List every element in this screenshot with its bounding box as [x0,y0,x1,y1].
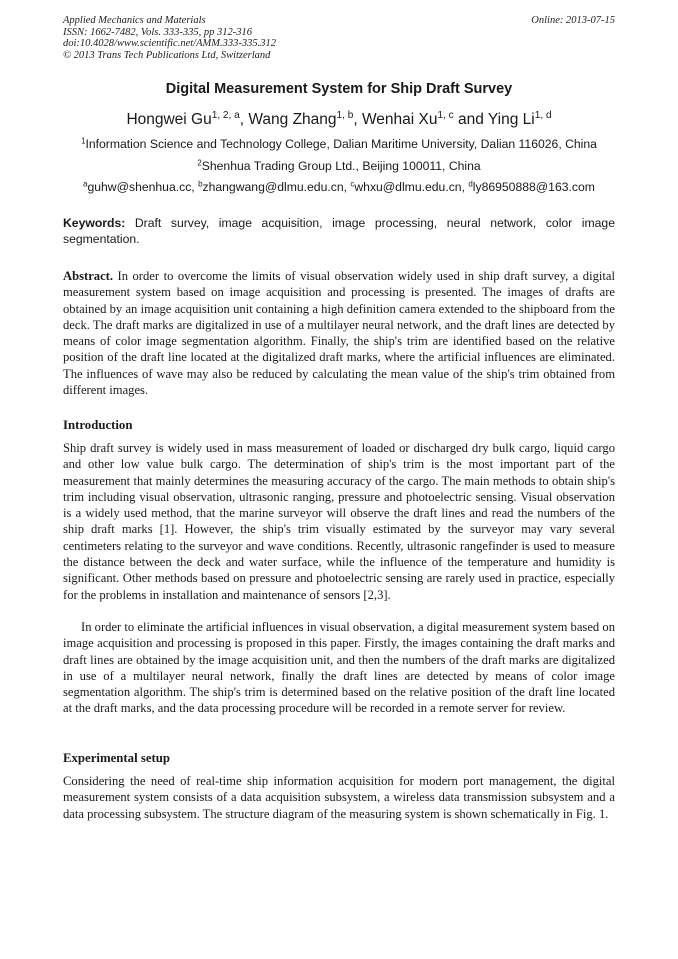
keywords-label: Keywords: [63,216,126,230]
journal-header [63,15,615,61]
experimental-setup-paragraph: Considering the need of real-time ship information acquisition for modern port management, the digital measurement system consists of a data acquisition subsystem, a wireless data transmission subsystem and a data processing subsystem. The structure diagram of the measuring system is shown schematically in Fig. 1. [63,774,615,821]
experimental-setup-heading: Experimental setup [63,751,170,765]
abstract-text: In order to overcome the limits of visual observation widely used in ship draft survey, a digital measurement system based on image acquisition and processing is presented. The images of drafts are obtained by an image acquisition unit containing a high definition camera extended to the shipboard from the deck. The draft marks are digitalized in use of a multilayer neural network, and the draft lines are detected by means of color image segmentation algorithm. Finally, the ship's trim are identified based on the relative position of the draft line located at the digitalized draft marks, where the artificial influences are eliminated. The influences of wave may also be reduced by calculating the mean value of the ship's trim obtained from different images. [63,269,615,398]
abstract-label: Abstract. [63,269,114,283]
copyright-line: © 2013 Trans Tech Publications Ltd, Switzerland [63,49,271,61]
email-mark: a [83,179,88,189]
author-name: Wenhai Xu [361,111,438,128]
email-mark: b [198,179,203,189]
issn-line: ISSN: 1662-7482, Vols. 333-335, pp 312-316 [63,26,252,38]
introduction-paragraph-1: Ship draft survey is widely used in mass measurement of loaded or discharged dry bulk cargo, liquid cargo and other low value bulk cargo. The determination of ship's trim is the most important part of the measurement that mainly determines the measuring accuracy of the cargo. The main methods to obtain ship's trim including visual observation, ultrasonic ranging, pressure and photoelectric sensing. Visual observation is a widely used method, that the marine surveyor will observe the draft lines and read the numbers of the ship draft marks [1]. However, the ship's trim visually estimated by the surveyor may vary several centimeters relating to the surveyor and wave conditions. Recently, ultrasonic rangefinder is used to measure the distance between the deck and water surface, while the influence of the temperature and humidity is significant. Other methods based on pressure and photoelectric sensing are rarely used in practice, especially for the problems in installation and maintenance of sensors [2,3]. [63,441,615,602]
email-mark: d [468,179,473,189]
email-mark: c [350,179,355,189]
affiliation-2 [0,159,678,173]
online-date: Online: 2013-07-15 [531,15,615,26]
keywords-text: Draft survey, image acquisition, image processing, neural network, color image segmentation. [63,216,615,246]
author-name: Hongwei Gu [126,111,212,128]
affiliation-mark: 2 [197,158,202,168]
introduction-paragraph-2: In order to eliminate the artificial influences in visual observation, a digital measurement system based on image acquisition and processing is proposed in this paper. Firstly, the images containing the draft marks and draft lines are obtained by the image acquisition unit, and then the numbers of the draft marks are digitalized in use of a multilayer neural network, finally the draft lines are detected by means of color image segmentation algorithm. The ship's trim is determined based on the relative position of the draft line located at the draft marks, and the data processing procedure will be recorded in a remote server for review. [63,620,615,716]
author-affiliation-mark: 1, b [336,109,354,121]
keywords-block [63,215,615,247]
journal-name: Applied Mechanics and Materials [63,15,206,26]
author-separator: and [453,111,488,128]
abstract-paragraph [63,268,615,398]
introduction-heading: Introduction [63,418,133,432]
author-emails [0,180,678,194]
author-name: Wang Zhang [248,111,337,128]
email-text: guhw@shenhua.cc, [87,180,199,194]
email-text: zhangwang@dlmu.edu.cn, [202,180,351,194]
author-affiliation-mark: 1, c [437,109,454,121]
author-affiliation-mark: 1, 2, a [211,109,240,121]
paper-title: Digital Measurement System for Ship Draft Survey [165,81,513,97]
author-affiliation-mark: 1, d [534,109,552,121]
doi-line: doi:10.4028/www.scientific.net/AMM.333-335.312 [63,38,276,49]
affiliation-text: Information Science and Technology College, Dalian Maritime University, Dalian 116026, China [85,137,597,151]
author-separator: , [353,111,362,128]
email-text: ly86950888@163.com [472,180,595,194]
affiliation-1 [0,137,678,151]
author-list [0,111,678,129]
author-separator: , [239,111,249,128]
email-text: whxu@dlmu.edu.cn, [354,180,469,194]
affiliation-mark: 1 [81,136,86,146]
affiliation-text: Shenhua Trading Group Ltd., Beijing 100011, China [201,159,481,173]
author-name: Ying Li [487,111,535,128]
